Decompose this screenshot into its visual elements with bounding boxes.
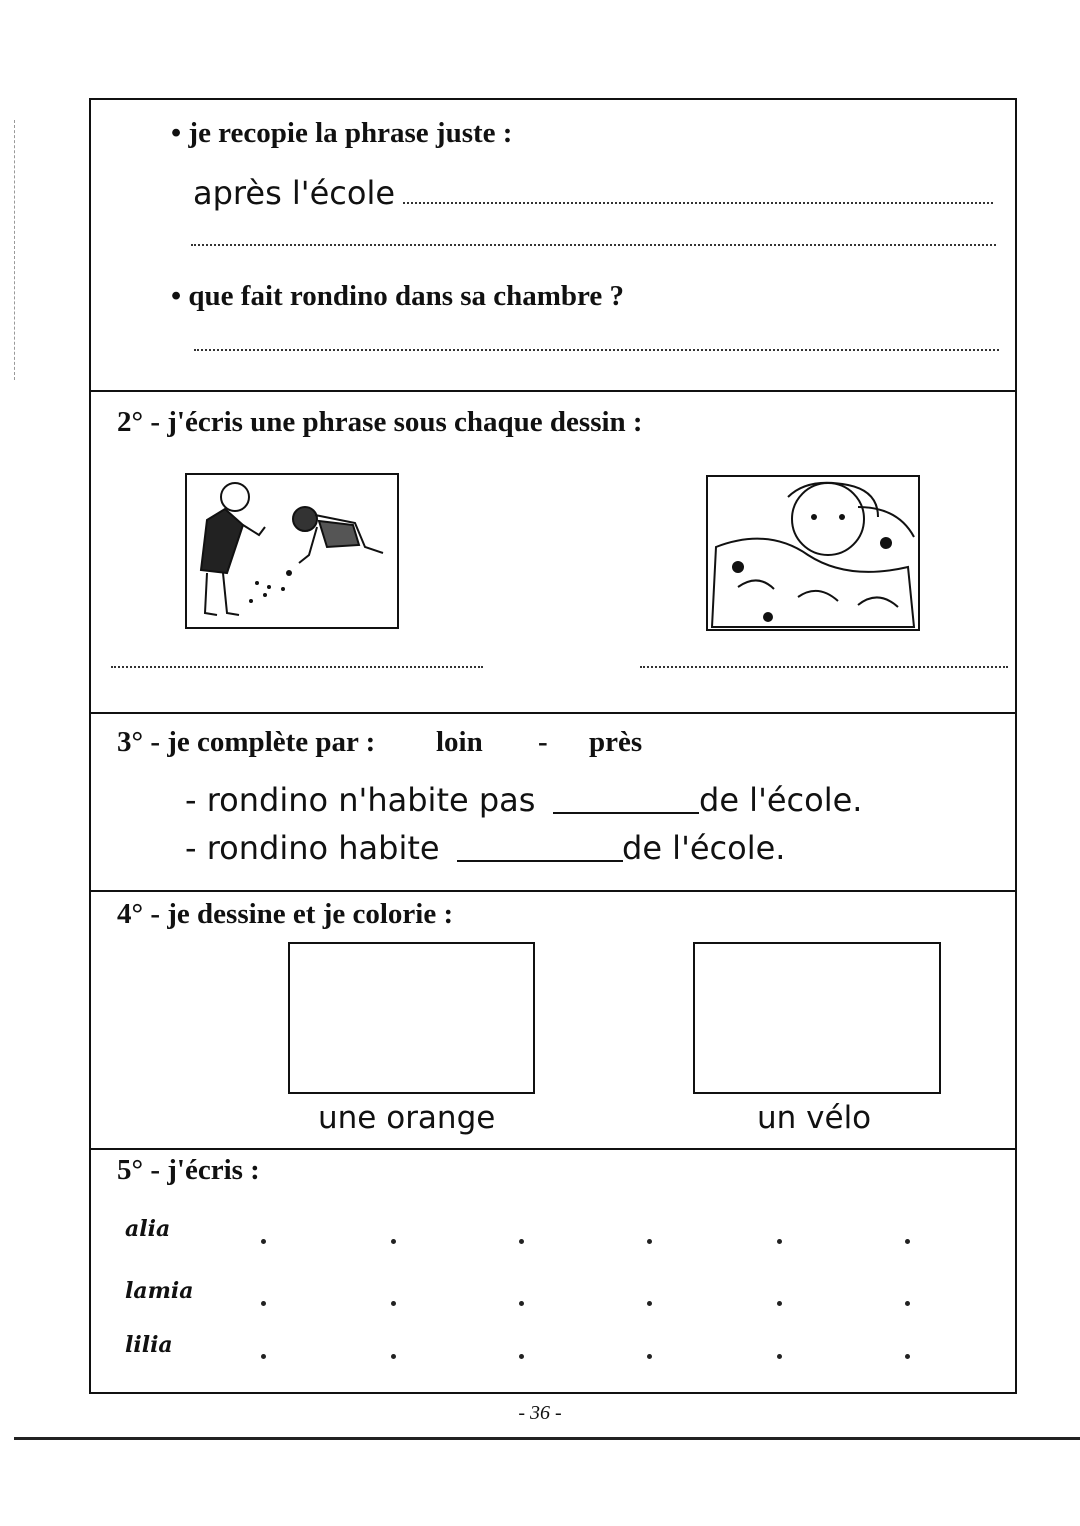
section-4-title: 4° - je dessine et je colorie : — [117, 898, 454, 930]
sleeping-child-illustration — [706, 475, 920, 631]
trace-dot — [905, 1239, 910, 1244]
trace-dot — [391, 1239, 396, 1244]
blank-1[interactable] — [553, 812, 699, 814]
sleeping-drawing-icon — [708, 477, 918, 629]
page-bottom-rule — [14, 1437, 1080, 1440]
marbles-illustration — [185, 473, 399, 629]
name-lamia: lamia — [125, 1278, 194, 1304]
scan-margin-marks — [14, 120, 17, 380]
trace-dot — [261, 1354, 266, 1359]
page-number: - 36 - — [518, 1402, 562, 1424]
line1-end: de l'école. — [699, 781, 863, 819]
trace-dot — [777, 1301, 782, 1306]
trace-dot — [519, 1354, 524, 1359]
name-alia: alia — [125, 1216, 171, 1242]
trace-dot — [777, 1239, 782, 1244]
worksheet-frame — [89, 98, 1017, 1394]
line1-start: - rondino n'habite pas — [185, 781, 536, 819]
section-1 — [91, 100, 1015, 390]
label-bike: un vélo — [757, 1100, 872, 1136]
trace-dot — [647, 1239, 652, 1244]
trace-dot — [647, 1301, 652, 1306]
section-3 — [91, 714, 1015, 890]
bullet-recopie-text: je recopie la phrase juste : — [188, 117, 513, 149]
trace-dot — [905, 1301, 910, 1306]
section-2-title: 2° - j'écris une phrase sous chaque dessin : — [117, 406, 643, 438]
blank-2[interactable] — [457, 860, 623, 862]
drawing-box-bike[interactable] — [693, 942, 941, 1094]
bullet-recopie: • je recopie la phrase juste : — [171, 117, 513, 149]
name-lilia: lilia — [125, 1332, 173, 1358]
trace-dot — [519, 1239, 524, 1244]
sentence-start: après l'école — [193, 174, 396, 212]
section-5-title: 5° - j'écris : — [117, 1154, 260, 1186]
section-4 — [91, 892, 1015, 1148]
line2-end: de l'école. — [622, 829, 786, 867]
label-orange: une orange — [318, 1100, 496, 1136]
caption-line-right[interactable] — [640, 666, 1008, 668]
trace-dot — [391, 1354, 396, 1359]
trace-dot — [261, 1301, 266, 1306]
bullet-question: • que fait rondino dans sa chambre ? — [171, 280, 625, 312]
answer-line-2[interactable] — [191, 244, 996, 246]
line2-start: - rondino habite — [185, 829, 440, 867]
answer-line-3[interactable] — [194, 349, 999, 351]
option-separator: - — [538, 726, 548, 758]
trace-dot — [261, 1239, 266, 1244]
trace-dot — [519, 1301, 524, 1306]
marbles-drawing-icon — [187, 475, 397, 627]
trace-dot — [777, 1354, 782, 1359]
option-pres: près — [589, 726, 643, 758]
bullet-question-text: que fait rondino dans sa chambre ? — [188, 280, 625, 312]
trace-dot — [391, 1301, 396, 1306]
answer-line-1[interactable] — [403, 202, 993, 204]
drawing-box-orange[interactable] — [288, 942, 535, 1094]
caption-line-left[interactable] — [111, 666, 483, 668]
section-2 — [91, 392, 1015, 712]
option-loin: loin — [436, 726, 483, 758]
section-5 — [91, 1150, 1015, 1394]
trace-dot — [647, 1354, 652, 1359]
section-3-title: 3° - je complète par : — [117, 726, 376, 758]
trace-dot — [905, 1354, 910, 1359]
